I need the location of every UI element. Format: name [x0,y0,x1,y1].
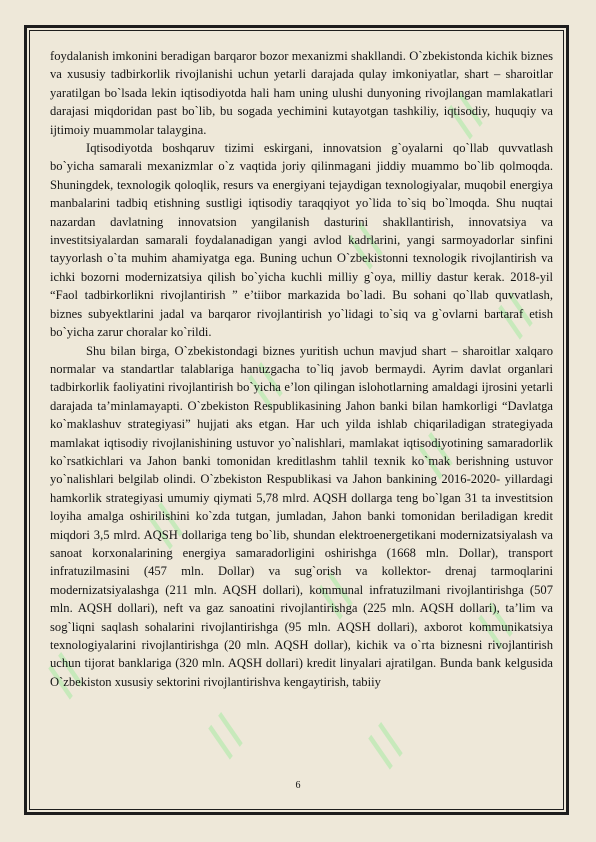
watermark-mark: // [335,217,396,274]
watermark-mark: // [35,647,96,704]
watermark-mark: // [465,597,526,654]
watermark-mark: // [405,427,466,484]
paragraph: foydalanish imkonini beradigan barqaror bozor mexanizmi shakllandi. O`zbekistonda kichik biznes va xususiy tadbirkorlik rivojlanishi uchun yetarli darajada qulay imkoniyatlar, shart – sharoitlar yaratilgan bo`lsada lekin iqtisodiyotda hali ham uning ulushi dunyoning rivojlangan mamlakatlari darajasi miqdoridan past bo`lib, bu sogada yechimini kutayotgan tashkiliy, iqtisodiy, huquqiy va ijtimoiy muammolar talaygina. [50,49,553,137]
watermark-mark: // [135,497,196,554]
page-number: 6 [295,780,301,791]
paragraph: Iqtisodiyotda boshqaruv tizimi eskirgani, innovatsion g`oyalarni qo`llab quvvatlash bo`yicha samarali mexanizmlar o`z vaqtida joriy qilinmagani jiddiy muammo bo`lib qolmoqda. Shuningdek, texnologik qoloqlik, resurs va energiyani tejaydigan texnologiyalar, muqobil energiya manbalarini tadbiq etishning sustligi iqtisodiy taraqqiyot yo`lida to`siq bo`lmoqda. Shu nuqtai nazardan davlatning innovatsion yangilanish dasturini shakllantirish, innovatsiya va investitsiyalardan samarali foydalanadigan yangi avlod kadrlarini, yangi sarmoyadorlar sinfini tayyorlash o`ta muhim ahamiyatga ega. Buning uchun O`zbekistonni texnologik rivojlantirish va ichki bozorni modernizatsiya qilish bo`yicha kuchli milliy g`oya, milliy dastur kerak. 2018-yil “Faol tadbirkorlikni rivojlantirish ” e’tiibor markazida bo`ladi. Bu sohani qo`llab quvvatlash, biznes subyektlarini jadal va barqaror rivojlantirish yo`lidagi to`siq va g`ovlarni bartaraf etish bo`yicha zarur choralar ko`rildi. [50,141,553,340]
watermark-mark: // [235,357,296,414]
watermark-mark: // [305,567,366,624]
watermark-mark: // [355,717,416,774]
paragraph: Shu bilan birga, O`zbekistondagi biznes yuritish uchun mavjud shart – sharoitlar xalqaro normalar va standartlar talablariga hanuzgacha to`liq javob bermaydi. Ayrim davlat organlari tadbirkorlik faoliyatini rivojlantirish bo`yicha e’lon qilingan islohotlarning amaldagi ijrosini yetarli darajada ta’minlamayapti. O`zbekiston Respublikasining Jahon banki bilan hamkorligi “Davlatga ko`maklashuv strategiyasi” hujjati aks etgan. Har uch yilda ishlab chiqariladigan strategiyada mamlakat iqtisodiy rivojlanishining ustuvor yo`nalishlari, mamlakat iqtisodiyotining samaradorlik ko`rsatkichlari va Jahon banki tomonidan kreditlashm tahlil texnik ko`mak berishning ustuvor yo`nalishlari belgilab olindi. O`zbekiston Respublikasi va Jahon bankining 2016-2020- yillardagi hamkorlik strategiyasi umumiy qiymati 5,78 mlrd. AQSH dollarga teng bo`lgan 31 ta investitsion loyiha amalga oshirilishini ko`zda tutgan, jumladan, Jahon banki tomonidan beriladigan kredit miqdori 3,5 mlrd. AQSH dollariga teng bo`lib, shundan elektroenergetikani modernizatsiyalash va sanoat korxonalarining energiya samaradorligini oshirishga (1668 mln. Dollar), transport infratuzilmasini (457 mln. Dollar) va sug`orish va kollektor- drenaj tarmoqlarini modernizatsiyalashga (211 mln. AQSH dollari), kommunal infratuzilmani rivojlantirishga (507 mln. AQSH dollari), neft va gaz sanoatini rivojlantirishga (225 mln. AQSH dollari), ta’lim va sog`liqni saqlash sohalarini rivojlantirishga (95 mln. AQSH dollari), axborot kommunikatsiya texnologiyalarini rivojlantirishga (20 mln. AQSH dollar), kichik va o`rta biznesni rivojlantirish uchun tijorat banklariga (320 mln. AQSH dollari) kredit linyalari ajratilgan. Bunda bank kelgusida O`zbekiston xususiy sektorini rivojlantirishva kengaytirish, tabiiy [50,343,553,689]
watermark-mark: // [435,87,496,144]
watermark-mark: // [195,707,256,764]
watermark-mark: // [485,287,546,344]
document-body [50,47,553,691]
